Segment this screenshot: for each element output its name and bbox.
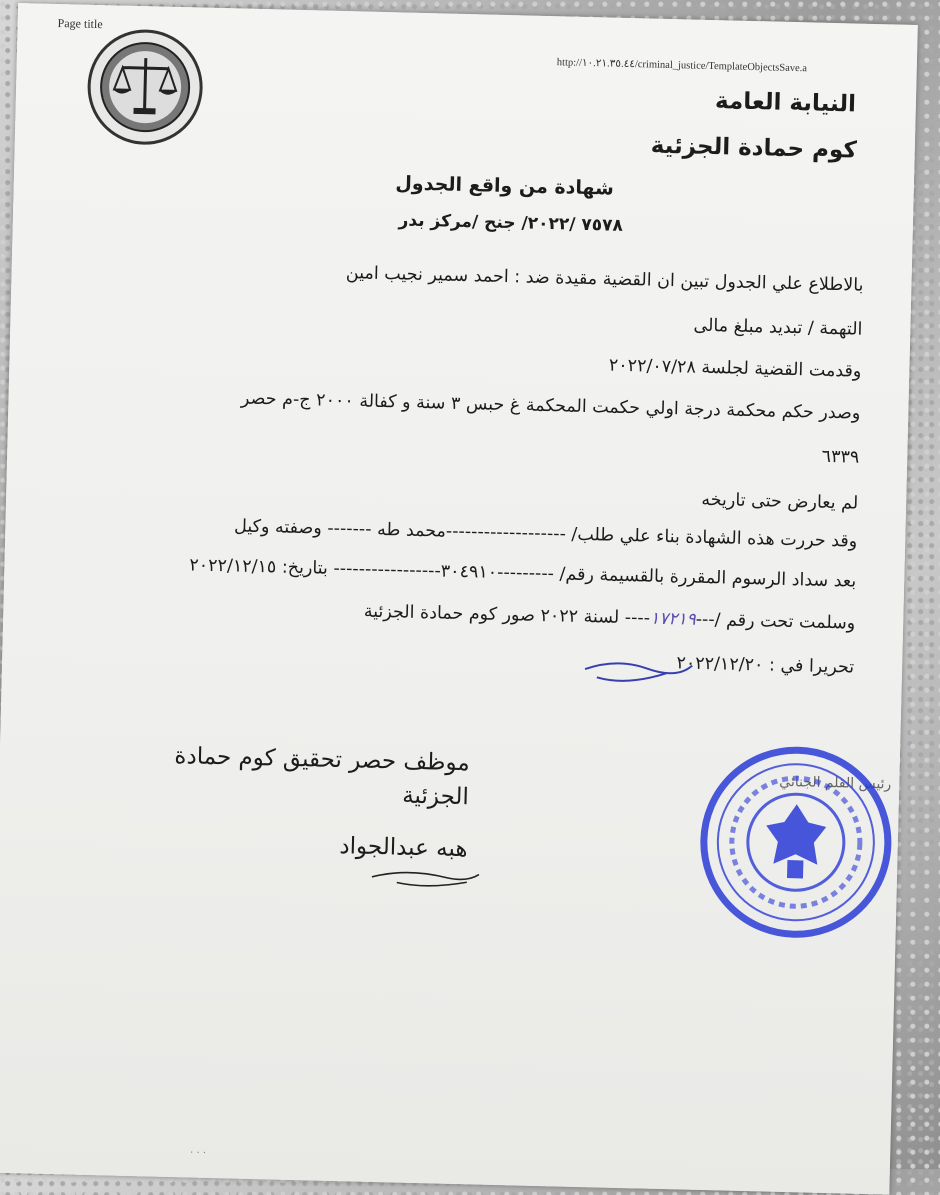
print-url: http://١٠.٢١.٣٥.٤٤/criminal_justice/TemplateObjectsSave.a (556, 57, 808, 75)
verdict-line: وصدر حكم محكمة درجة اولي حكمت المحكمة غ حبس ٣ سنة و كفالة ٢٠٠٠ ج-م حصر (240, 388, 861, 424)
signature-scribble-2 (367, 862, 488, 895)
print-page-title: Page title (57, 15, 103, 32)
clerk-name: هبه عبدالجواد (339, 833, 468, 863)
case-reference: ٧٥٧٨ /٢٠٢٢/ جنح /مركز بدر (398, 210, 624, 236)
defendant-line: بالاطلاع علي الجدول تبين ان القضية مقيدة ضد : احمد سمير نجيب امين (345, 263, 864, 296)
requester-line: وقد حررت هذه الشهادة بناء علي طلب/ -------------------محمد طه ------- وصفته وكيل (233, 516, 858, 552)
delivery-prefix: وسلمت تحت رقم /--- (695, 609, 856, 634)
delivery-suffix: ---- لسنة ٢٠٢٢ صور كوم حمادة الجزئية (363, 601, 651, 629)
certificate-paper (0, 3, 918, 1195)
office-name: كوم حمادة الجزئية (650, 132, 858, 164)
paper-speck: · · · (189, 1147, 207, 1159)
scales-of-justice-logo (85, 27, 206, 148)
no-objection-line: لم يعارض حتى تاريخه (701, 489, 859, 514)
clerk-title-line1: موظف حصر تحقيق كوم حمادة (174, 743, 471, 777)
document-title: شهادة من واقع الجدول (395, 172, 615, 200)
hearing-date-line: وقدمت القضية لجلسة ٢٠٢٢/٠٧/٢٨ (608, 355, 862, 382)
authority-name: النيابة العامة (714, 88, 857, 118)
charge-line: التهمة / تبديد مبلغ مالى (693, 315, 863, 340)
verdict-number-line: ٦٣٣٩ (821, 446, 860, 468)
fees-line: بعد سداد الرسوم المقررة بالقسيمة رقم/ ---------٣٠٤٩١٠----------------- بتاريخ: ٢٠٢٢/١٢/١٥ (189, 555, 857, 592)
official-stamp-seal (693, 740, 898, 945)
chief-label: رئيس القلم الجنائي (779, 773, 892, 793)
handwritten-number: ١٧٢١٩ (649, 608, 696, 629)
signature-scribble-1 (577, 649, 698, 692)
clerk-title-line2: الجزئية (401, 782, 470, 811)
issue-date-line: تحريرا في : ٢٠٢٢/١٢/٢٠ (676, 653, 855, 678)
delivery-line (364, 602, 856, 634)
